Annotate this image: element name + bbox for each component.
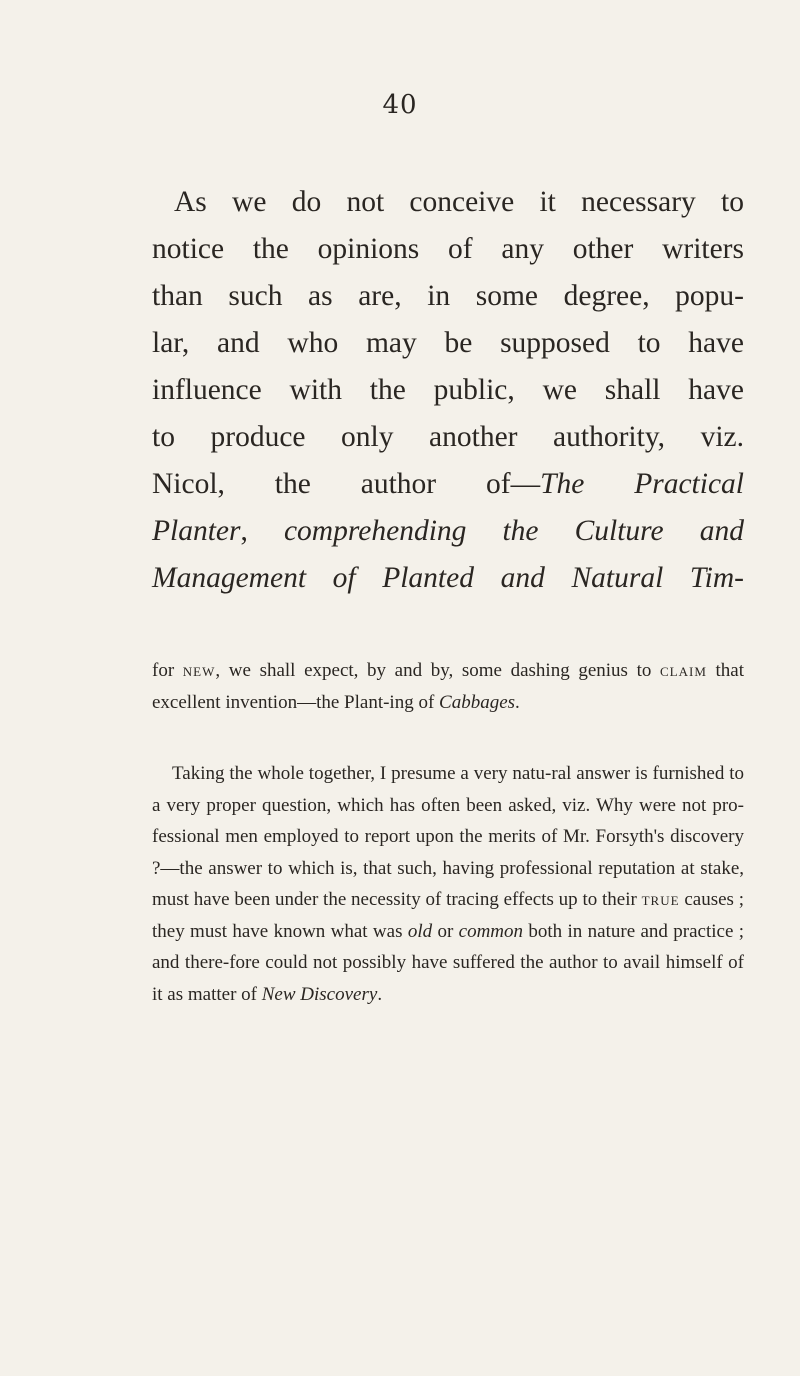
footnote-paragraph [152, 758, 744, 1010]
text-line: influence with the public, we shall have [152, 374, 744, 406]
text-run: . [515, 691, 520, 713]
text-line [152, 461, 744, 508]
text-run: both in nature and practice ; and there-fore could not possibly have suffered the author to avail himself of it as matter of [152, 920, 745, 1005]
text-run: or [432, 920, 459, 942]
footnote-text [152, 655, 744, 718]
small-caps-word: claim [659, 660, 707, 681]
book-title-italic: Planter [152, 515, 241, 547]
text-line: Management of Planted and Natural Tim- [152, 562, 744, 594]
italic-word: New Discovery [261, 983, 378, 1005]
text-line: lar, and who may be supposed to have [152, 327, 744, 359]
text-run: for [152, 660, 183, 681]
small-caps-word: true [641, 889, 680, 910]
book-title-italic: comprehending the Culture and [283, 515, 744, 547]
text-run: that excellent invention—the Plant-ing of [152, 660, 744, 713]
page-number: 40 [382, 90, 418, 120]
text-run: . [377, 983, 383, 1005]
footnote-paragraph [152, 655, 744, 718]
text-line: As we do not conceive it necessary to [174, 186, 744, 218]
text-line: to produce only another authority, viz. [152, 421, 744, 453]
text-line [152, 508, 744, 555]
main-paragraph [152, 179, 744, 602]
text-line: notice the opinions of any other writers [152, 233, 744, 265]
text-run: , [240, 515, 284, 547]
italic-word: common [458, 920, 524, 942]
italic-word: old [407, 920, 433, 942]
text-run: Taking the whole together, I presume a very natu-ral answer is furnished to a very proper question, which has often been asked, viz. Why were not pro-fessional men employed to report upon the merits of Mr. Forsyth's discovery ?—the answer to which is, that such, having professional reputation at stake, must have been under the necessity of tracing effects up to their [152, 763, 744, 910]
text-run: causes ; they must have known what was [152, 889, 744, 942]
small-caps-word: new [182, 660, 216, 681]
book-title-italic: The Practical [540, 468, 744, 500]
text-run: , we shall expect, by and by, some dashing genius to [215, 660, 660, 681]
text-run: Nicol, the author of— [152, 468, 541, 500]
italic-word: Cabbages [439, 691, 516, 713]
footnote-text [152, 758, 744, 1010]
text-line: than such as are, in some degree, popu- [152, 280, 744, 312]
